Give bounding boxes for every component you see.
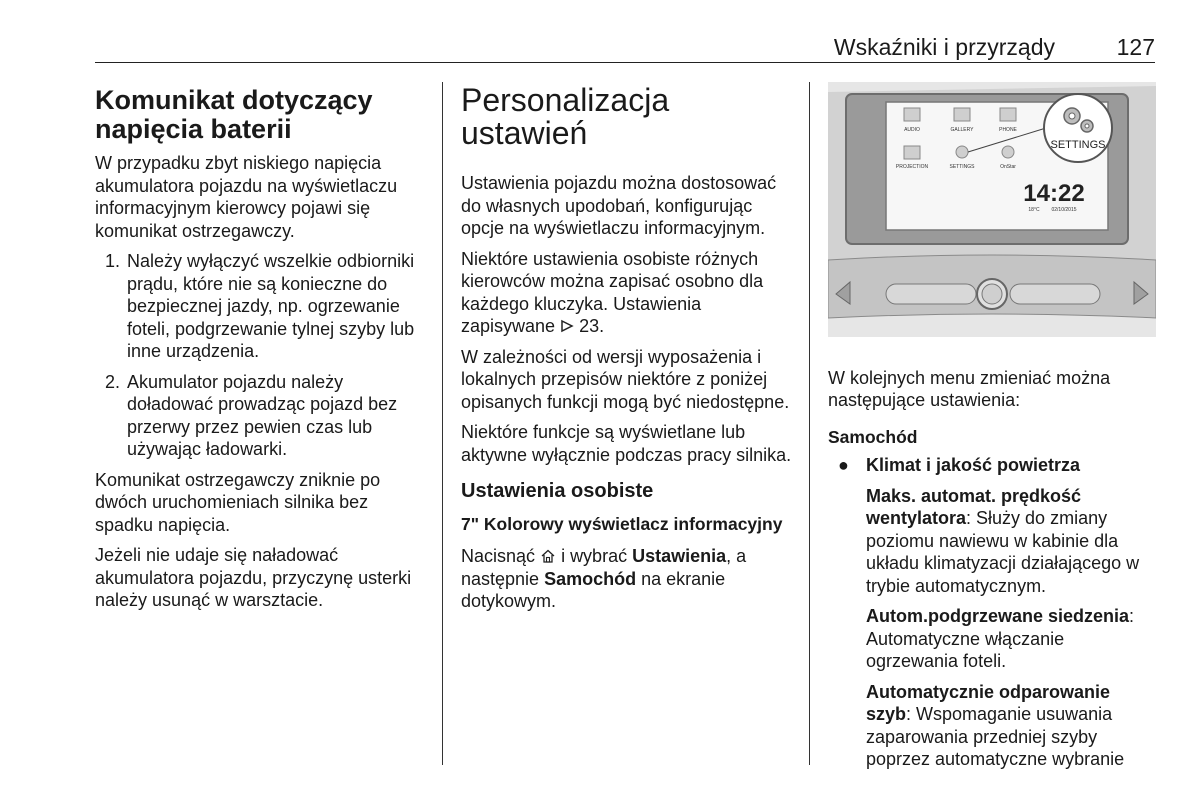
column-right [828, 82, 1158, 779]
chapter-heading: Personalizacja ustawień [461, 82, 670, 151]
list-item: 2. Akumulator pojazdu należy doładować prowadząc pojazd bez przerwy przez pewien czas lub używając ładowarki. [125, 371, 430, 461]
paragraph: Ustawienia pojazdu można dostosować do własnych upodobań, konfigurując opcje na wyświetlaczu informacyjnym. [461, 173, 777, 238]
paragraph [461, 545, 796, 613]
date: 02/10/2015 [1051, 207, 1077, 213]
app-label-audio: AUDIO [904, 127, 920, 133]
setting-text: : Wspomaganie usuwania zaparowania przedniej szyby poprzez automatyczne wybranie [866, 704, 1125, 769]
page-reference-arrow-icon [560, 319, 574, 333]
paragraph: W kolejnych menu zmieniać można następujące ustawienia: [828, 367, 1111, 410]
bullet-item [838, 454, 1158, 477]
temperature: 18°C [1028, 207, 1040, 213]
paragraph: Niektóre funkcje są wyświetlane lub aktywne wyłącznie podczas pracy silnika. [461, 422, 792, 465]
setting-description [866, 605, 1158, 673]
running-title: Wskaźniki i przyrządy [833, 34, 1055, 60]
page-header [95, 32, 1155, 63]
column-left [95, 82, 430, 620]
column-divider [442, 82, 443, 765]
subsubsection-heading: 7" Kolorowy wyświetlacz informacyjny [461, 513, 783, 534]
home-icon [540, 548, 556, 564]
column-middle [461, 82, 796, 621]
clock-time: 14:22 [1023, 180, 1085, 207]
setting-name: Automatycznie odparowanie szyb [866, 681, 1111, 724]
paragraph-text: Niektóre ustawienia osobiste różnych kierowców można zapisać osobno dla każdego kluczyka. Ustawienia zapisywane [461, 248, 764, 336]
app-label-settings: SETTINGS [949, 164, 975, 170]
paragraph [461, 248, 796, 338]
bullet-label: Klimat i jakość powietrza [866, 455, 1081, 475]
app-label-onstar: OnStar [1000, 164, 1016, 170]
page-reference[interactable]: 23. [579, 316, 605, 336]
text-run: , a następnie [461, 546, 747, 589]
list-item: 1. Należy wyłączyć wszelkie odbiorniki prądu, które nie są konieczne do bezpiecznej jazdy, np. ogrzewanie foteli, podgrzewanie tylnej szyby lub inne urządzenia. [125, 250, 430, 363]
setting-text: : Służy do zmiany poziomu nawiewu w kabinie dla układu klimatyzacji działającego w trybie automatycznym. [866, 508, 1140, 596]
section-heading: Komunikat dotyczący napięcia baterii [95, 85, 373, 144]
text-run: i wybrać [561, 546, 628, 566]
bullet-marker: ● [838, 455, 849, 475]
app-label-projection: PROJECTION [895, 164, 929, 170]
setting-description [866, 485, 1158, 598]
setting-name: Maks. automat. prędkość wentylatora [866, 485, 1082, 528]
setting-description [866, 681, 1158, 771]
menu-term: Ustawienia [632, 546, 727, 566]
menu-section-heading: Samochód [828, 426, 918, 447]
column-divider [809, 82, 810, 765]
infotainment-illustration [828, 82, 1156, 337]
app-label-gallery: GALLERY [950, 127, 974, 133]
menu-term: Samochód [544, 568, 637, 589]
text-run: Nacisnąć [461, 546, 536, 566]
paragraph: W zależności od wersji wyposażenia i lokalnych przepisów niektóre z poniżej opisanych funkcji mogą być niedostępne. [461, 346, 790, 412]
paragraph: Jeżeli nie udaje się naładować akumulatora pojazdu, przyczynę usterki należy usunąć w warsztacie. [95, 545, 412, 610]
paragraph: Komunikat ostrzegawczy zniknie po dwóch uruchomieniach silnika bez spadku napięcia. [95, 469, 381, 535]
numbered-list [95, 250, 430, 461]
page-number: 127 [1116, 34, 1155, 60]
setting-name: Autom.podgrzewane siedzenia [866, 606, 1130, 626]
subsection-heading: Ustawienia osobiste [461, 480, 654, 502]
setting-text: : Automatyczne włączanie ogrzewania foteli. [866, 606, 1135, 671]
app-label-phone: PHONE [999, 127, 1017, 133]
paragraph: W przypadku zbyt niskiego napięcia akumulatora pojazdu na wyświetlaczu informacyjnym kierowcy pojawi się komunikat ostrzegawczy. [95, 153, 398, 241]
settings-callout-label: SETTINGS [1050, 139, 1106, 151]
text-run: na ekranie dotykowym. [461, 568, 726, 611]
